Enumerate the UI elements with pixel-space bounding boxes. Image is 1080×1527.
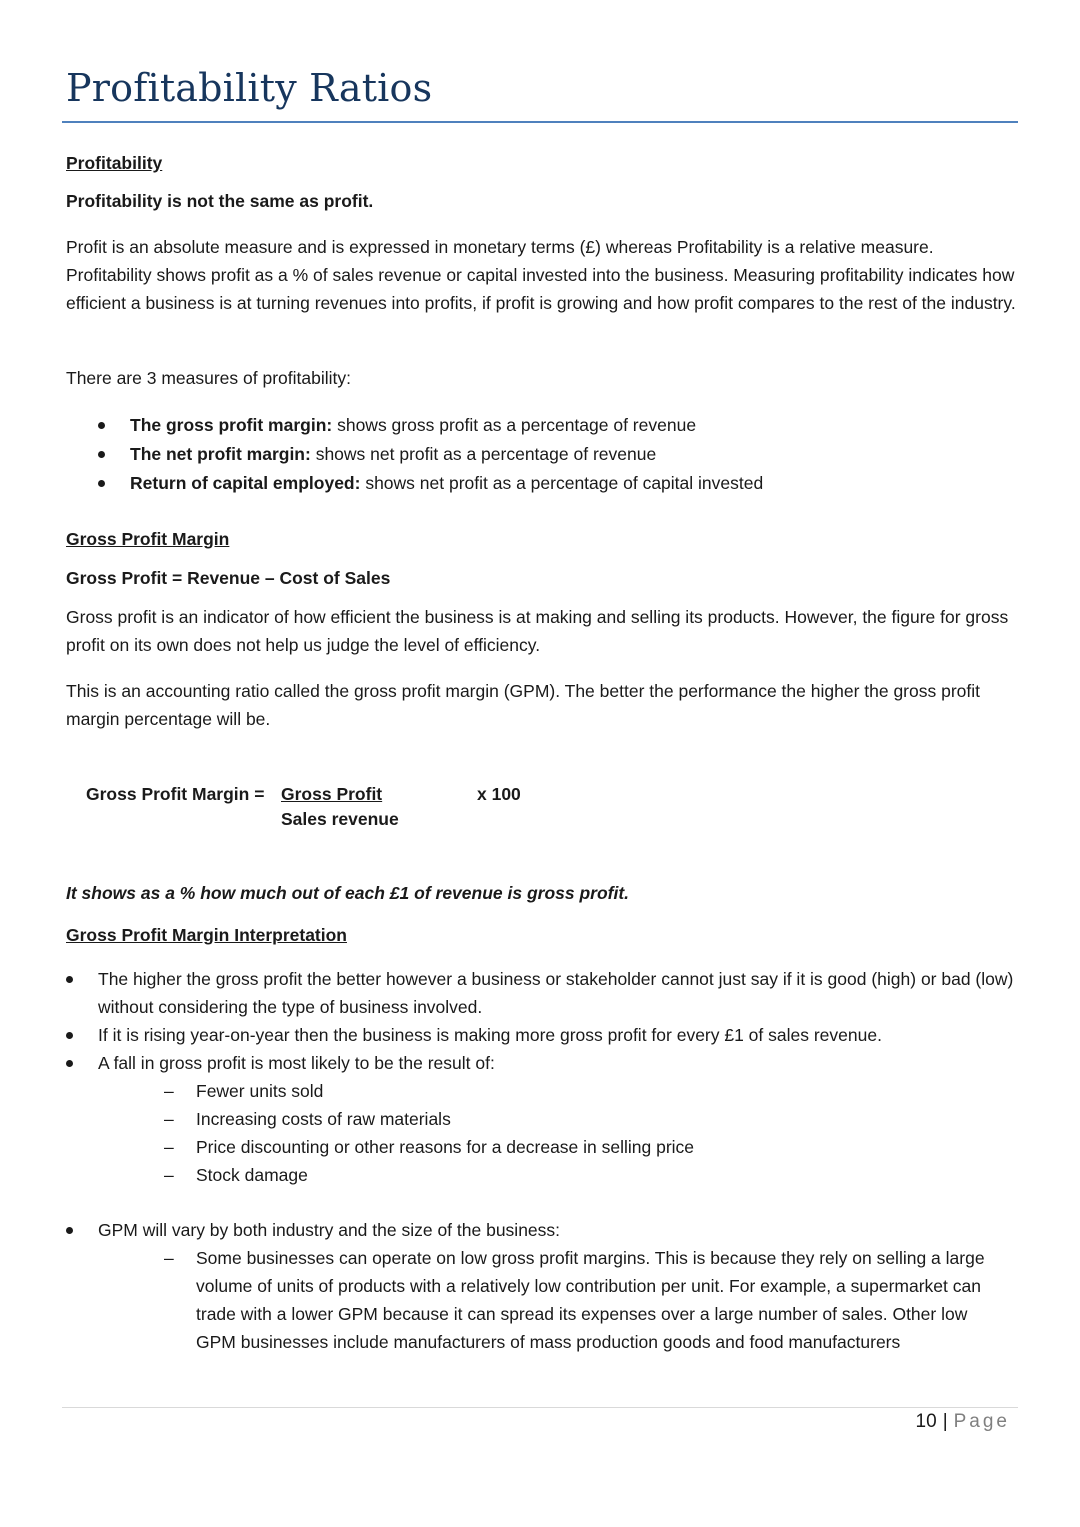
list-item	[66, 1133, 1026, 1161]
bullet-text: If it is rising year-on-year then the business is making more gross profit for every £1 of sales revenue.	[98, 1025, 882, 1045]
page-separator: |	[942, 1411, 948, 1432]
formula-multiplier: x 100	[477, 784, 521, 804]
page-word: Page	[953, 1411, 1010, 1432]
list-item	[66, 965, 1026, 1021]
gpm-paragraph-1: Gross profit is an indicator of how efficient the business is at making and selling its products. However, the figure for gross profit on its own does not help us judge the level of efficiency.	[66, 607, 1009, 655]
list-item	[66, 1021, 1026, 1049]
list-item	[66, 1161, 1026, 1189]
list-item	[66, 1077, 1026, 1105]
bullet-icon	[66, 1227, 73, 1234]
profitability-heading: Profitability	[66, 153, 163, 173]
page-footer	[916, 1411, 1010, 1433]
gross-profit-equation: Gross Profit = Revenue – Cost of Sales	[66, 568, 391, 588]
list-item	[66, 411, 1016, 440]
formula-denominator: Sales revenue	[281, 809, 399, 829]
measure-term: Return of capital employed:	[130, 473, 361, 493]
vary-list	[66, 1216, 1026, 1356]
bullet-icon	[98, 451, 105, 458]
profitability-subheading: Profitability is not the same as profit.	[66, 191, 374, 211]
reason-text: Price discounting or other reasons for a decrease in selling price	[196, 1137, 695, 1157]
dash-icon: –	[164, 1109, 174, 1129]
footer-divider	[62, 1407, 1018, 1408]
gpm-heading: Gross Profit Margin	[66, 529, 230, 549]
bullet-icon	[66, 1032, 73, 1039]
gpm-interpretation-heading: Gross Profit Margin Interpretation	[66, 925, 347, 945]
list-item	[66, 1244, 1026, 1356]
page-number: 10	[915, 1411, 937, 1432]
formula-label: Gross Profit Margin =	[86, 784, 265, 804]
bullet-text: GPM will vary by both industry and the size of the business:	[98, 1220, 561, 1240]
gpm-note: It shows as a % how much out of each £1 of revenue is gross profit.	[66, 883, 630, 903]
fall-reasons-list	[66, 1077, 1026, 1189]
dash-icon: –	[164, 1137, 174, 1157]
interpretation-list	[66, 965, 1026, 1189]
measures-intro: There are 3 measures of profitability:	[66, 368, 351, 388]
bullet-text: A fall in gross profit is most likely to be the result of:	[98, 1053, 495, 1073]
list-item	[66, 1049, 1026, 1077]
page-title: Profitability Ratios	[66, 66, 433, 110]
formula-numerator: Gross Profit	[281, 784, 383, 804]
measure-desc: shows gross profit as a percentage of revenue	[332, 415, 697, 435]
list-item	[66, 1105, 1026, 1133]
measure-desc: shows net profit as a percentage of revenue	[310, 444, 657, 464]
title-divider	[62, 121, 1018, 123]
list-item	[66, 1216, 1026, 1244]
bullet-icon	[98, 480, 105, 487]
reason-text: Stock damage	[196, 1165, 308, 1185]
dash-icon: –	[164, 1248, 174, 1268]
reason-text: Increasing costs of raw materials	[196, 1109, 451, 1129]
dash-icon: –	[164, 1165, 174, 1185]
dash-icon: –	[164, 1081, 174, 1101]
gpm-paragraph-2: This is an accounting ratio called the gross profit margin (GPM). The better the performance the higher the gross profit margin percentage will be.	[66, 681, 981, 729]
profitability-paragraph: Profit is an absolute measure and is expressed in monetary terms (£) whereas Profitability is a relative measure. Profitability shows profit as a % of sales revenue or capital invested into the business. Measuring profitability indicates how efficient a business is at turning revenues into profits, if profit is growing and how profit compares to the rest of the industry.	[66, 237, 1016, 313]
measure-term: The gross profit margin:	[130, 415, 333, 435]
vary-detail-text: Some businesses can operate on low gross profit margins. This is because they rely on selling a large volume of units of products with a relatively low contribution per unit. For example, a supermarket can trade with a lower GPM because it can spread its expenses over a large number of sales. Other low GPM businesses include manufacturers of mass production goods and food manufacturers	[196, 1248, 985, 1352]
list-item	[66, 469, 1016, 498]
bullet-text: The higher the gross profit the better however a business or stakeholder cannot just say if it is good (high) or bad (low) without considering the type of business involved.	[98, 969, 1014, 1017]
measure-term: The net profit margin:	[130, 444, 311, 464]
bullet-icon	[66, 1060, 73, 1067]
measure-desc: shows net profit as a percentage of capital invested	[360, 473, 764, 493]
list-item	[66, 440, 1016, 469]
gpm-formula	[86, 784, 686, 844]
bullet-icon	[98, 422, 105, 429]
reason-text: Fewer units sold	[196, 1081, 324, 1101]
measures-list	[66, 411, 1016, 498]
bullet-icon	[66, 976, 73, 983]
